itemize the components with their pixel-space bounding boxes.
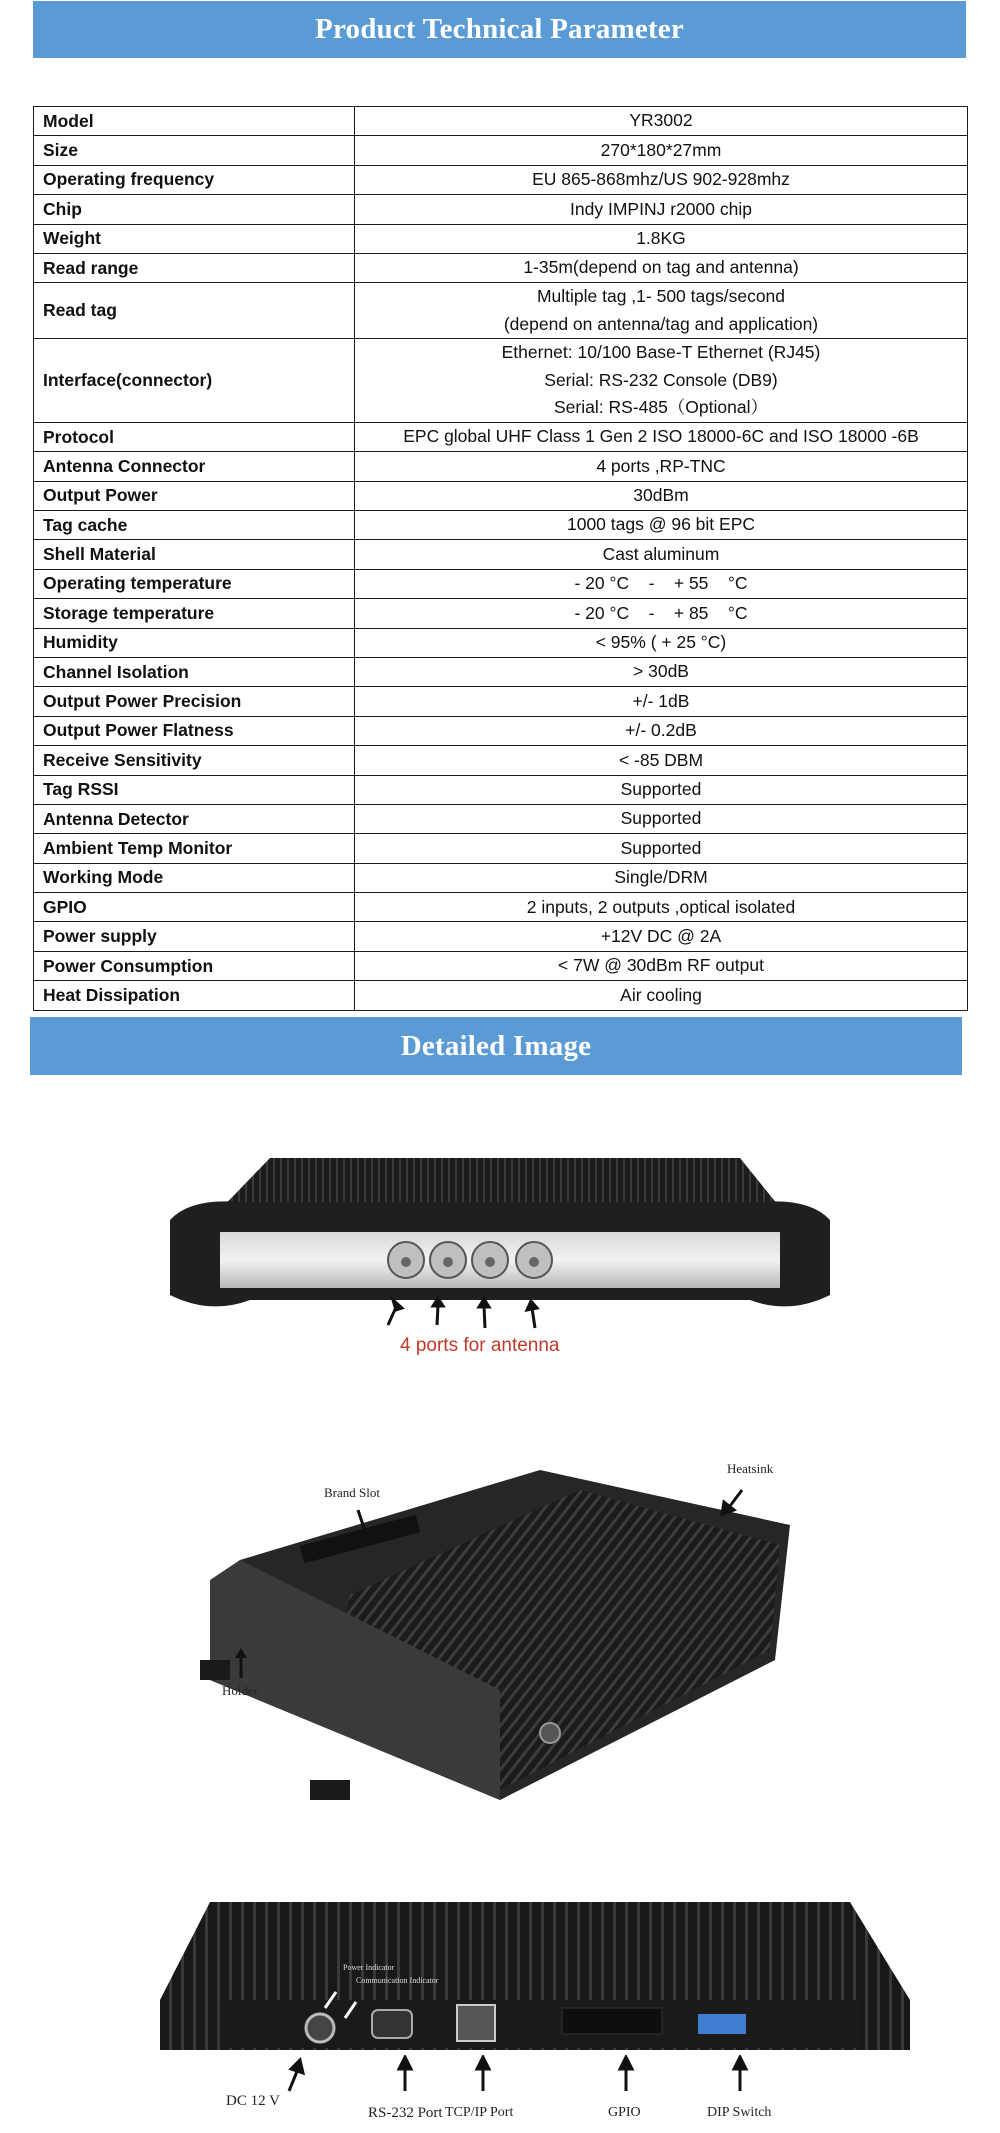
- spec-value: [355, 746, 968, 775]
- label-dip-switch: DIP Switch: [707, 2105, 772, 2120]
- table-row: [34, 716, 968, 745]
- label-brand-slot: Brand Slot: [324, 1485, 380, 1500]
- spec-label: Model: [34, 107, 355, 136]
- spec-value-line: Serial: RS-485（Optional）: [554, 397, 768, 418]
- spec-value: [355, 195, 968, 224]
- spec-value: [355, 339, 968, 423]
- spec-value: [355, 687, 968, 716]
- spec-label: Power supply: [34, 922, 355, 951]
- spec-value-line: Supported: [620, 837, 702, 858]
- spec-label: Storage temperature: [34, 599, 355, 628]
- label-holder: Holder: [222, 1683, 259, 1698]
- section-title: Detailed Image: [400, 1029, 592, 1062]
- spec-value-line: < 7W @ 30dBm RF output: [558, 955, 764, 976]
- spec-value: [355, 224, 968, 253]
- spec-value-line: Cast aluminum: [602, 543, 720, 564]
- label-tcpip-port: TCP/IP Port: [445, 2105, 514, 2120]
- spec-value-line: Indy IMPINJ r2000 chip: [570, 198, 752, 219]
- spec-value: [355, 922, 968, 951]
- spec-value-line: Ethernet: 10/100 Base-T Ethernet (RJ45): [501, 342, 821, 363]
- table-row: [34, 569, 968, 598]
- table-row: [34, 540, 968, 569]
- spec-value: [355, 628, 968, 657]
- spec-label: Size: [34, 136, 355, 165]
- table-row: [34, 452, 968, 481]
- spec-label: GPIO: [34, 893, 355, 922]
- spec-value-line: +/- 1dB: [632, 690, 690, 711]
- spec-label: Read tag: [34, 283, 355, 339]
- table-row: [34, 253, 968, 282]
- spec-label: Output Power: [34, 481, 355, 510]
- table-row: [34, 481, 968, 510]
- spec-value-line: Single/DRM: [614, 867, 708, 888]
- spec-value: [355, 951, 968, 980]
- section-header-technical-parameter: [33, 1, 966, 58]
- table-row: [34, 224, 968, 253]
- spec-value-line: Serial: RS-232 Console (DB9): [544, 369, 778, 390]
- spec-value: [355, 981, 968, 1010]
- spec-label: Ambient Temp Monitor: [34, 834, 355, 863]
- spec-value-line: < 95% ( + 25 °C): [595, 632, 727, 653]
- spec-value: [355, 107, 968, 136]
- label-gpio: GPIO: [608, 2105, 641, 2120]
- spec-value: [355, 511, 968, 540]
- table-row: [34, 687, 968, 716]
- spec-value-line: 2 inputs, 2 outputs ,optical isolated: [526, 896, 796, 917]
- spec-value-line: Supported: [620, 778, 702, 799]
- spec-value-line: (depend on antenna/tag and application): [503, 313, 819, 334]
- spec-value: [355, 834, 968, 863]
- spec-value: [355, 863, 968, 892]
- section-header-detailed-image: [30, 1017, 962, 1075]
- product-photo-back-panel: [150, 1880, 920, 2133]
- table-row: [34, 136, 968, 165]
- spec-value-line: 1-35m(depend on tag and antenna): [523, 257, 799, 278]
- spec-value-line: 1.8KG: [636, 228, 686, 248]
- spec-value-line: Multiple tag ,1- 500 tags/second: [536, 286, 786, 307]
- spec-value: [355, 893, 968, 922]
- spec-value-line: - 20 °C - + 85 °C: [574, 602, 748, 623]
- spec-value-line: 30dBm: [633, 485, 689, 506]
- table-row: [34, 922, 968, 951]
- spec-value: [355, 283, 968, 339]
- spec-label: Antenna Detector: [34, 804, 355, 833]
- spec-value: [355, 165, 968, 194]
- table-row: [34, 657, 968, 686]
- table-row: [34, 981, 968, 1010]
- table-row: [34, 511, 968, 540]
- spec-value: [355, 481, 968, 510]
- spec-label: Channel Isolation: [34, 657, 355, 686]
- spec-label: Working Mode: [34, 863, 355, 892]
- spec-value-line: < -85 DBM: [618, 749, 704, 770]
- spec-value: [355, 422, 968, 451]
- spec-value-line: Supported: [620, 808, 702, 829]
- table-row: [34, 599, 968, 628]
- spec-value-line: +12V DC @ 2A: [600, 925, 722, 946]
- spec-label: Read range: [34, 253, 355, 282]
- spec-table: [33, 106, 968, 1011]
- spec-value: [355, 804, 968, 833]
- product-photo-perspective: [200, 1450, 820, 1820]
- spec-label: Shell Material: [34, 540, 355, 569]
- product-photo-antenna-ports: [150, 1140, 850, 1380]
- table-row: [34, 195, 968, 224]
- spec-label: Tag RSSI: [34, 775, 355, 804]
- spec-value-line: Air cooling: [620, 984, 702, 1005]
- spec-label: Operating temperature: [34, 569, 355, 598]
- spec-label: Operating frequency: [34, 165, 355, 194]
- table-row: [34, 283, 968, 339]
- table-row: [34, 422, 968, 451]
- table-row: [34, 746, 968, 775]
- table-row: [34, 628, 968, 657]
- table-row: [34, 107, 968, 136]
- spec-label: Tag cache: [34, 511, 355, 540]
- spec-value-line: 1000 tags @ 96 bit EPC: [566, 514, 755, 535]
- table-row: [34, 863, 968, 892]
- spec-value: [355, 716, 968, 745]
- spec-label: Chip: [34, 195, 355, 224]
- reader-back-illustration: [150, 1880, 920, 2050]
- spec-value: [355, 136, 968, 165]
- table-row: [34, 775, 968, 804]
- spec-label: Power Consumption: [34, 951, 355, 980]
- spec-value: [355, 599, 968, 628]
- label-dc-12v: DC 12 V: [226, 2093, 280, 2109]
- table-row: [34, 893, 968, 922]
- label-heatsink: Heatsink: [727, 1461, 774, 1476]
- spec-value-line: +/- 0.2dB: [625, 720, 697, 741]
- spec-value: [355, 452, 968, 481]
- spec-value-line: 4 ports ,RP-TNC: [596, 455, 726, 476]
- table-row: [34, 804, 968, 833]
- spec-label: Weight: [34, 224, 355, 253]
- spec-label: Protocol: [34, 422, 355, 451]
- spec-value: [355, 657, 968, 686]
- table-row: [34, 834, 968, 863]
- spec-label: Heat Dissipation: [34, 981, 355, 1010]
- table-row: [34, 165, 968, 194]
- label-rs232-port: RS-232 Port: [368, 2105, 443, 2121]
- label-power-indicator: Power Indicator: [343, 1963, 395, 1972]
- spec-value: [355, 253, 968, 282]
- spec-value-line: - 20 °C - + 55 °C: [574, 573, 748, 594]
- spec-label: Output Power Precision: [34, 687, 355, 716]
- spec-value: [355, 540, 968, 569]
- label-communication-indicator: Communication Indicator: [356, 1976, 439, 1985]
- spec-value-line: > 30dB: [633, 661, 689, 682]
- spec-label: Receive Sensitivity: [34, 746, 355, 775]
- spec-label: Output Power Flatness: [34, 716, 355, 745]
- spec-label: Antenna Connector: [34, 452, 355, 481]
- spec-label: Interface(connector): [34, 339, 355, 423]
- spec-label: Humidity: [34, 628, 355, 657]
- arrow-up-icon: [233, 1648, 249, 1680]
- spec-value-line: 270*180*27mm: [600, 139, 722, 160]
- reader-perspective-illustration: [200, 1450, 820, 1820]
- caption-antenna-ports: 4 ports for antenna: [400, 1335, 560, 1356]
- spec-value-line: EU 865-868mhz/US 902-928mhz: [532, 169, 790, 190]
- spec-value-line: EPC global UHF Class 1 Gen 2 ISO 18000-6C and ISO 18000 -6B: [403, 426, 919, 447]
- spec-value-line: YR3002: [629, 110, 693, 131]
- port-arrows: [150, 2055, 920, 2095]
- section-title: Product Technical Parameter: [315, 13, 684, 45]
- spec-value: [355, 775, 968, 804]
- spec-value: [355, 569, 968, 598]
- table-row: [34, 339, 968, 423]
- table-row: [34, 951, 968, 980]
